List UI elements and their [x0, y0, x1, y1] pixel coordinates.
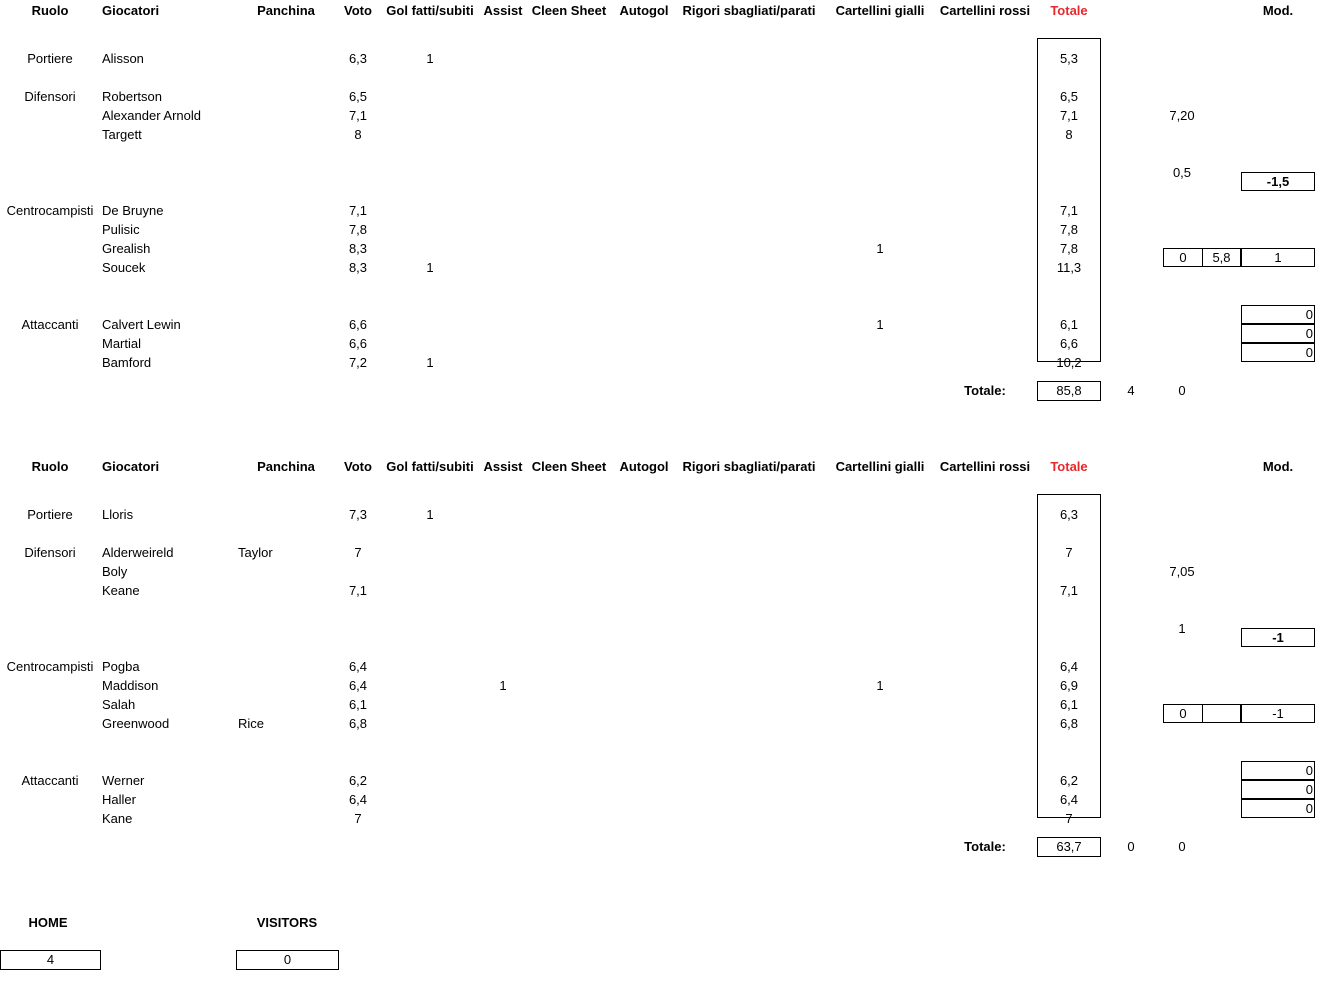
player-name[interactable]: Targett	[102, 127, 142, 142]
header-rigori: Rigori sbagliati/parati	[682, 3, 816, 18]
assist-cell[interactable]	[482, 49, 524, 68]
attack-mod-cell[interactable]	[1241, 305, 1315, 324]
totale-label: Totale:	[964, 839, 1006, 854]
assist-cell[interactable]	[482, 581, 524, 600]
gialli-cell[interactable]	[828, 353, 932, 372]
bench-player[interactable]	[238, 695, 334, 714]
totale-cell[interactable]: 5,3	[1059, 51, 1079, 66]
role-attaccanti: Attaccanti	[21, 317, 79, 332]
assist-cell[interactable]	[482, 695, 524, 714]
totale-cell[interactable]	[1038, 562, 1100, 581]
totale-label: Totale:	[964, 383, 1006, 398]
defense-mod-small: 0,5	[1172, 165, 1192, 180]
player-name[interactable]: Maddison	[102, 678, 159, 693]
visitors-score-cell[interactable]	[236, 950, 339, 970]
gialli-cell[interactable]	[828, 125, 932, 144]
header-gialli: Cartellini gialli	[835, 459, 925, 474]
role-portiere: Portiere	[27, 507, 73, 522]
header-giocatori: Giocatori	[102, 3, 160, 18]
header-assist: Assist	[483, 459, 523, 474]
voto-cell[interactable]: 7,3	[348, 507, 368, 522]
gialli-cell[interactable]: 1	[876, 241, 884, 256]
assist-cell[interactable]	[482, 315, 524, 334]
role-centrocampisti: Centrocampisti	[6, 203, 94, 218]
midfield-mod-cell[interactable]	[1202, 248, 1241, 267]
assist-cell[interactable]	[482, 505, 524, 524]
gol-cell[interactable]	[384, 771, 476, 790]
totale-cell[interactable]: 6,6	[1059, 336, 1079, 351]
totale-value-cell[interactable]	[1037, 381, 1101, 401]
player-name[interactable]: Pogba	[102, 659, 140, 674]
voto-cell[interactable]: 6,5	[348, 89, 368, 104]
header-totale: Totale	[1050, 3, 1088, 18]
voto-cell[interactable]: 6,4	[348, 678, 368, 693]
voto-cell[interactable]: 7	[354, 545, 362, 560]
gialli-cell[interactable]	[828, 809, 932, 828]
assist-cell[interactable]	[482, 125, 524, 144]
assist-cell[interactable]: 1	[499, 678, 507, 693]
gol-cell[interactable]	[384, 809, 476, 828]
bench-player[interactable]	[238, 771, 334, 790]
visitors-score-value: 0	[283, 952, 292, 967]
gialli-cell[interactable]: 1	[876, 317, 884, 332]
bench-player[interactable]	[238, 809, 334, 828]
header-rossi: Cartellini rossi	[939, 459, 1031, 474]
bench-player[interactable]: Taylor	[238, 545, 273, 560]
totale-cell[interactable]: 6,9	[1059, 678, 1079, 693]
gialli-cell[interactable]	[828, 220, 932, 239]
gialli-cell[interactable]	[828, 543, 932, 562]
role-centrocampisti: Centrocampisti	[6, 659, 94, 674]
bench-player[interactable]	[238, 562, 334, 581]
bench-player[interactable]	[238, 258, 334, 277]
gol-cell[interactable]: 1	[426, 51, 434, 66]
gialli-cell[interactable]	[828, 657, 932, 676]
midfield-mod-value: 1	[1274, 250, 1282, 265]
voto-cell[interactable]: 8,3	[348, 241, 368, 256]
gol-cell[interactable]	[384, 201, 476, 220]
role-attaccanti: Attaccanti	[21, 773, 79, 788]
gialli-cell[interactable]	[828, 790, 932, 809]
header-rossi: Cartellini rossi	[939, 3, 1031, 18]
assist-cell[interactable]	[482, 790, 524, 809]
attack-mod-value: 0	[1305, 782, 1313, 797]
header-panchina: Panchina	[257, 3, 315, 18]
gialli-cell[interactable]	[828, 695, 932, 714]
header-assist: Assist	[483, 3, 523, 18]
totale-cell[interactable]: 11,3	[1056, 260, 1082, 275]
totale-goals: 4	[1127, 383, 1135, 398]
player-name[interactable]: Lloris	[102, 507, 134, 522]
gol-cell[interactable]	[384, 714, 476, 733]
attack-mod-value: 0	[1305, 763, 1313, 778]
voto-cell[interactable]: 6,1	[348, 697, 368, 712]
header-panchina: Panchina	[257, 459, 315, 474]
midfield-mod-value: 5,8	[1212, 250, 1231, 265]
totale-cell[interactable]: 7,8	[1059, 241, 1079, 256]
gol-cell[interactable]	[384, 657, 476, 676]
gialli-cell[interactable]	[828, 201, 932, 220]
assist-cell[interactable]	[482, 87, 524, 106]
voto-cell[interactable]: 8	[354, 127, 362, 142]
voto-cell[interactable]: 7,1	[348, 583, 368, 598]
bench-player[interactable]	[238, 239, 334, 258]
player-name[interactable]: Pulisic	[102, 222, 140, 237]
attack-mod-value: 0	[1305, 801, 1313, 816]
bench-player[interactable]: Rice	[238, 716, 265, 731]
attack-mod-value: 0	[1305, 307, 1313, 322]
gol-cell[interactable]	[384, 239, 476, 258]
totale-cell[interactable]: 7	[1065, 811, 1073, 826]
totale-cell[interactable]: 6,5	[1059, 89, 1079, 104]
midfield-mod-cell[interactable]	[1163, 704, 1203, 723]
role-portiere: Portiere	[27, 51, 73, 66]
totale-cell[interactable]: 6,1	[1059, 317, 1079, 332]
totale-cell[interactable]: 7,1	[1059, 203, 1079, 218]
gol-cell[interactable]: 1	[426, 260, 434, 275]
attack-mod-cell[interactable]	[1241, 761, 1315, 780]
player-name[interactable]: Robertson	[102, 89, 162, 104]
defense-mod-cell[interactable]	[1241, 628, 1315, 647]
gialli-cell[interactable]	[828, 106, 932, 125]
defense-mod-cell[interactable]	[1241, 172, 1315, 191]
defense-mod-value: -1	[1272, 630, 1284, 645]
totale-goals: 0	[1127, 839, 1135, 854]
assist-cell[interactable]	[482, 714, 524, 733]
attack-mod-cell[interactable]	[1241, 799, 1315, 818]
gol-cell[interactable]: 1	[426, 507, 434, 522]
gialli-cell[interactable]	[828, 87, 932, 106]
defense-mod-small: 1	[1178, 621, 1186, 636]
gol-cell[interactable]	[384, 125, 476, 144]
totale-cell[interactable]: 7,1	[1059, 583, 1079, 598]
player-name[interactable]: Alisson	[102, 51, 144, 66]
midfield-mod-value: 0	[1179, 706, 1187, 721]
player-name[interactable]: Haller	[102, 792, 136, 807]
header-cleen-sheet: Cleen Sheet	[531, 3, 607, 18]
player-name[interactable]: Kane	[102, 811, 133, 826]
bench-player[interactable]	[238, 334, 334, 353]
assist-cell[interactable]	[482, 258, 524, 277]
home-label: HOME	[28, 915, 68, 930]
role-difensori: Difensori	[24, 89, 76, 104]
gol-cell[interactable]	[384, 543, 476, 562]
voto-cell[interactable]: 6,6	[348, 317, 368, 332]
header-giocatori: Giocatori	[102, 459, 160, 474]
bench-player[interactable]	[238, 581, 334, 600]
gialli-cell[interactable]	[828, 258, 932, 277]
player-name[interactable]: Greenwood	[102, 716, 170, 731]
header-gol: Gol fatti/subiti	[386, 3, 474, 18]
player-name[interactable]: Martial	[102, 336, 142, 351]
bench-player[interactable]	[238, 49, 334, 68]
visitors-label: VISITORS	[256, 915, 318, 930]
attack-mod-cell[interactable]	[1241, 324, 1315, 343]
player-name[interactable]: Alexander Arnold	[102, 108, 202, 123]
assist-cell[interactable]	[482, 657, 524, 676]
gialli-cell[interactable]	[828, 771, 932, 790]
player-name[interactable]: De Bruyne	[102, 203, 164, 218]
attack-mod-value: 0	[1305, 326, 1313, 341]
player-name[interactable]: Grealish	[102, 241, 151, 256]
player-name[interactable]: Werner	[102, 773, 145, 788]
gol-cell[interactable]	[384, 106, 476, 125]
defense-mod-value: -1,5	[1266, 174, 1290, 189]
bench-player[interactable]	[238, 106, 334, 125]
bench-player[interactable]	[238, 220, 334, 239]
header-totale: Totale	[1050, 459, 1088, 474]
totale-cell[interactable]: 6,4	[1059, 792, 1079, 807]
totale-cell[interactable]: 10,2	[1056, 355, 1082, 370]
header-voto: Voto	[344, 459, 372, 474]
player-name[interactable]: Salah	[102, 697, 136, 712]
gialli-cell[interactable]	[828, 334, 932, 353]
voto-cell[interactable]: 6,4	[348, 659, 368, 674]
attack-mod-cell[interactable]	[1241, 780, 1315, 799]
voto-cell[interactable]: 6,6	[348, 336, 368, 351]
voto-cell[interactable]: 6,2	[348, 773, 368, 788]
role-difensori: Difensori	[24, 545, 76, 560]
header-gol: Gol fatti/subiti	[386, 459, 474, 474]
gol-cell[interactable]	[384, 334, 476, 353]
gol-cell[interactable]	[384, 87, 476, 106]
player-name[interactable]: Bamford	[102, 355, 152, 370]
header-rigori: Rigori sbagliati/parati	[682, 459, 816, 474]
header-autogol: Autogol	[619, 459, 669, 474]
assist-cell[interactable]	[482, 562, 524, 581]
bench-player[interactable]	[238, 125, 334, 144]
header-mod: Mod.	[1262, 3, 1294, 18]
voto-cell[interactable]: 6,8	[348, 716, 368, 731]
bench-player[interactable]	[238, 657, 334, 676]
totale-extra: 0	[1178, 383, 1186, 398]
assist-cell[interactable]	[482, 353, 524, 372]
player-name[interactable]: Alderweireld	[102, 545, 174, 560]
midfield-mod-cell[interactable]	[1163, 248, 1203, 267]
bench-player[interactable]	[238, 315, 334, 334]
totale-cell[interactable]: 6,8	[1059, 716, 1079, 731]
header-ruolo: Ruolo	[31, 459, 69, 474]
gol-cell[interactable]	[384, 581, 476, 600]
header-mod: Mod.	[1262, 459, 1294, 474]
voto-cell[interactable]: 7,8	[348, 222, 368, 237]
voto-cell[interactable]: 6,3	[348, 51, 368, 66]
totale-value: 85,8	[1056, 383, 1082, 398]
gol-cell[interactable]	[384, 790, 476, 809]
bench-player[interactable]	[238, 87, 334, 106]
midfield-mod-value: -1	[1272, 706, 1284, 721]
header-autogol: Autogol	[619, 3, 669, 18]
assist-cell[interactable]	[482, 239, 524, 258]
midfield-mod-cell[interactable]	[1202, 704, 1241, 723]
midfield-mod-value: 0	[1179, 250, 1187, 265]
totale-cell[interactable]: 6,1	[1059, 697, 1079, 712]
header-voto: Voto	[344, 3, 372, 18]
header-ruolo: Ruolo	[31, 3, 69, 18]
totale-value: 63,7	[1056, 839, 1082, 854]
header-cleen-sheet: Cleen Sheet	[531, 459, 607, 474]
bench-player[interactable]	[238, 353, 334, 372]
gol-cell[interactable]	[384, 695, 476, 714]
midfield-mod-cell[interactable]	[1241, 248, 1315, 267]
assist-cell[interactable]	[482, 809, 524, 828]
totale-cell[interactable]: 7,8	[1059, 222, 1079, 237]
gol-cell[interactable]	[384, 315, 476, 334]
totale-cell[interactable]: 7	[1065, 545, 1073, 560]
gialli-cell[interactable]	[828, 714, 932, 733]
voto-cell[interactable]: 6,4	[348, 792, 368, 807]
defense-average: 7,20	[1169, 108, 1195, 123]
gol-cell[interactable]: 1	[426, 355, 434, 370]
totale-cell[interactable]: 6,2	[1059, 773, 1079, 788]
totale-value-cell[interactable]	[1037, 837, 1101, 857]
gol-cell[interactable]	[384, 220, 476, 239]
assist-cell[interactable]	[482, 201, 524, 220]
midfield-mod-cell[interactable]	[1241, 704, 1315, 723]
gialli-cell[interactable]	[828, 562, 932, 581]
bench-player[interactable]	[238, 201, 334, 220]
header-gialli: Cartellini gialli	[835, 3, 925, 18]
totale-cell[interactable]: 6,4	[1059, 659, 1079, 674]
player-name[interactable]: Calvert Lewin	[102, 317, 181, 332]
bench-player[interactable]	[238, 790, 334, 809]
voto-cell[interactable]: 7,1	[348, 203, 368, 218]
assist-cell[interactable]	[482, 543, 524, 562]
gialli-cell[interactable]	[828, 505, 932, 524]
bench-player[interactable]	[238, 676, 334, 695]
gialli-cell[interactable]	[828, 581, 932, 600]
player-name[interactable]: Boly	[102, 564, 128, 579]
player-name[interactable]: Keane	[102, 583, 140, 598]
totale-extra: 0	[1178, 839, 1186, 854]
totale-cell[interactable]: 8	[1065, 127, 1073, 142]
midfield-mod-value	[1203, 705, 1240, 722]
assist-cell[interactable]	[482, 771, 524, 790]
gialli-cell[interactable]	[828, 49, 932, 68]
assist-cell[interactable]	[482, 106, 524, 125]
gol-cell[interactable]	[384, 676, 476, 695]
voto-cell[interactable]: 7,2	[348, 355, 368, 370]
voto-cell[interactable]: 8,3	[348, 260, 368, 275]
home-score-cell[interactable]	[0, 950, 101, 970]
bench-player[interactable]	[238, 505, 334, 524]
attack-mod-value: 0	[1305, 345, 1313, 360]
attack-mod-cell[interactable]	[1241, 343, 1315, 362]
assist-cell[interactable]	[482, 220, 524, 239]
totale-cell[interactable]: 7,1	[1059, 108, 1079, 123]
voto-cell[interactable]	[340, 562, 376, 581]
player-name[interactable]: Soucek	[102, 260, 146, 275]
home-score-value: 4	[46, 952, 55, 967]
totale-cell[interactable]: 6,3	[1059, 507, 1079, 522]
gialli-cell[interactable]: 1	[876, 678, 884, 693]
defense-average: 7,05	[1169, 564, 1195, 579]
voto-cell[interactable]: 7	[354, 811, 362, 826]
gol-cell[interactable]	[384, 562, 476, 581]
voto-cell[interactable]: 7,1	[348, 108, 368, 123]
assist-cell[interactable]	[482, 334, 524, 353]
